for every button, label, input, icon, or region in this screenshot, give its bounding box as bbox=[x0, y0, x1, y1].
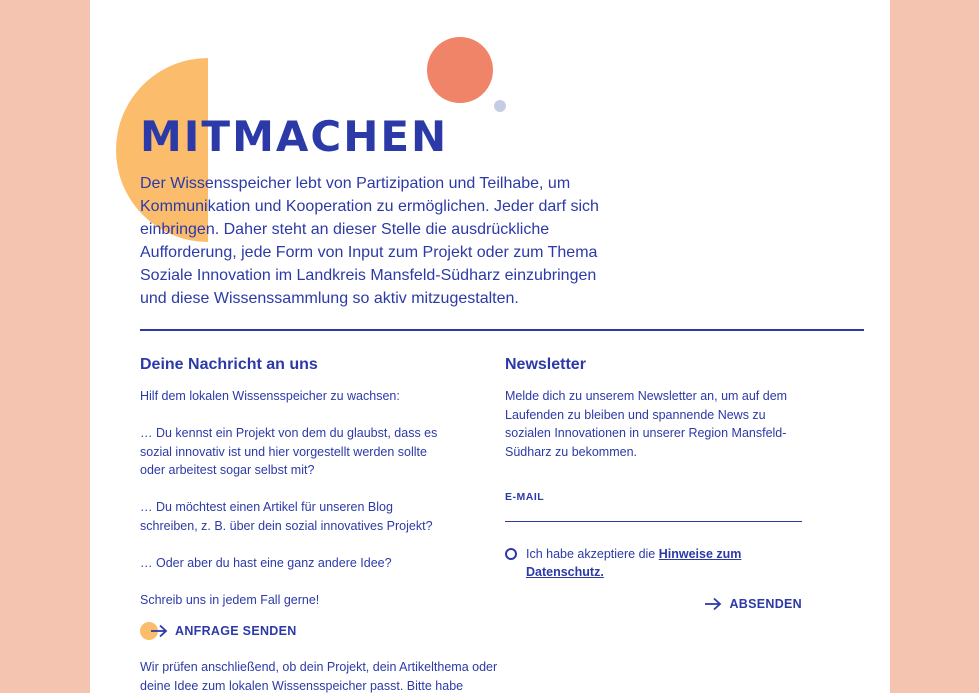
decorative-circle bbox=[427, 37, 493, 103]
arrow-right-icon bbox=[704, 597, 722, 611]
email-label: E-MAIL bbox=[505, 491, 545, 503]
newsletter-description: Melde dich zu unserem Newsletter an, um auf dem Laufenden zu bleiben und spannende News zu sozialen Innovationen in unserer Region Mansfeld-Südharz zu bekommen. bbox=[505, 389, 788, 459]
send-request-button[interactable] bbox=[140, 620, 500, 642]
newsletter-section bbox=[505, 356, 805, 611]
contact-point-1: … Du kennst ein Projekt von dem du glaubst, dass es sozial innovativ ist und hier vorgestellt werden sollte oder arbeitest sogar selbst mit? bbox=[140, 426, 438, 477]
privacy-link[interactable]: Hinweise zum Datenschutz. bbox=[526, 547, 742, 579]
decorative-dot bbox=[494, 100, 506, 112]
content-card bbox=[90, 0, 890, 693]
consent-text bbox=[526, 545, 805, 581]
section-divider bbox=[140, 329, 864, 331]
page-title: MITMACHEN bbox=[140, 112, 449, 161]
contact-point-2: … Du möchtest einen Artikel für unseren Blog schreiben, z. B. über dein sozial innovatives Projekt? bbox=[140, 500, 433, 533]
email-input[interactable] bbox=[505, 507, 802, 522]
contact-after-text: Wir prüfen anschließend, ob dein Projekt, dein Artikelthema oder deine Idee zum lokalen Wissensspeicher passt. Bitte habe bbox=[140, 660, 498, 693]
newsletter-heading: Newsletter bbox=[505, 356, 586, 373]
consent-radio[interactable] bbox=[505, 548, 517, 560]
submit-label: ABSENDEN bbox=[729, 597, 802, 611]
consent-prefix: Ich habe akzeptiere die bbox=[526, 547, 659, 561]
contact-point-3: … Oder aber du hast eine ganz andere Idee? bbox=[140, 555, 392, 570]
send-request-label: ANFRAGE SENDEN bbox=[175, 624, 297, 638]
intro-text: Der Wissensspeicher lebt von Partizipation und Teilhabe, um Kommunikation und Kooperation zu ermöglichen. Jeder darf sich einbringen. Daher steht an dieser Stelle die ausdrückliche Aufforderung, jede Form von Input zum Projekt oder zum Thema Soziale Innovation im Landkreis Mansfeld-Südharz einzubringen und diese Wissenssammlung so aktiv mitzugestalten. bbox=[140, 175, 599, 307]
contact-heading: Deine Nachricht an uns bbox=[140, 356, 318, 373]
arrow-right-icon bbox=[150, 624, 168, 638]
privacy-consent bbox=[505, 545, 805, 581]
contact-intro: Hilf dem lokalen Wissensspeicher zu wachsen: bbox=[140, 389, 400, 403]
submit-newsletter-button[interactable] bbox=[505, 597, 802, 611]
contact-section bbox=[140, 356, 500, 693]
contact-closing: Schreib uns in jedem Fall gerne! bbox=[140, 592, 320, 607]
